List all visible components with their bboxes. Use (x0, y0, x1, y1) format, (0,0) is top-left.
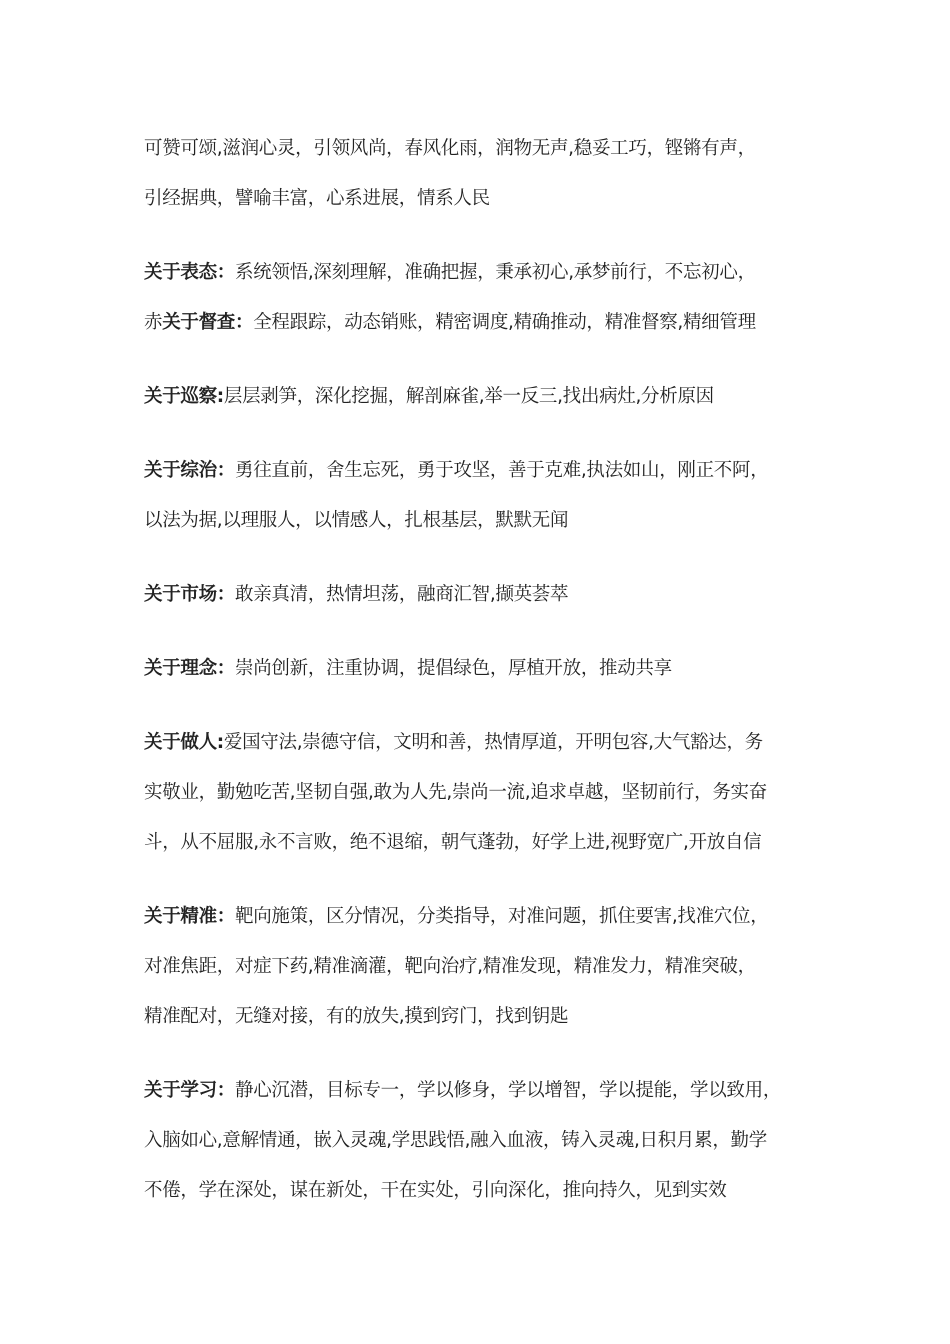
text-line (144, 446, 834, 496)
text-line (144, 818, 834, 868)
text-line (144, 496, 834, 546)
body-text: 斗，从不屈服,永不言败，绝不退缩，朝气蓬勃，好学上进,视野宽广,开放自信 (144, 832, 762, 853)
section-heading: 关于学习： (144, 1080, 236, 1101)
body-text: 靶向施策，区分情况，分类指导，对准问题，抓住要害,找准穴位， (235, 906, 769, 927)
document-page (144, 124, 834, 1240)
section-heading: 关于表态： (144, 262, 236, 283)
text-line (144, 372, 834, 422)
text-line (144, 1166, 834, 1216)
paragraph (144, 892, 834, 1042)
text-line (144, 942, 834, 992)
body-text: 精准配对，无缝对接，有的放失,摸到窍门，找到钥匙 (144, 1006, 569, 1027)
body-text: 全程跟踪，动态销账，精密调度,精确推动，精准督察,精细管理 (253, 312, 756, 333)
body-text: 赤 (144, 312, 163, 333)
paragraph (144, 372, 834, 422)
paragraph (144, 124, 834, 224)
section-heading: 关于理念： (144, 658, 236, 679)
body-text: 崇尚创新，注重协调，提倡绿色，厚植开放，推动共享 (235, 658, 672, 679)
body-text: 入脑如心,意解情通，嵌入灵魂,学思践悟,融入血液，铸入灵魂,日积月累，勤学 (144, 1130, 767, 1151)
text-line (144, 1066, 834, 1116)
body-text: 层层剥笋，深化挖掘，解剖麻雀,举一反三,找出病灶,分析原因 (223, 386, 714, 407)
text-line (144, 718, 834, 768)
section-heading: 关于市场： (144, 584, 236, 605)
paragraph (144, 446, 834, 546)
text-line (144, 248, 834, 298)
body-text: 实敬业，勤勉吃苦,坚韧自强,敢为人先,崇尚一流,追求卓越，坚韧前行，务实奋 (144, 782, 767, 803)
text-line (144, 570, 834, 620)
text-line (144, 174, 834, 224)
text-line (144, 124, 834, 174)
section-heading: 关于精准： (144, 906, 236, 927)
body-text: 引经据典，譬喻丰富，心系进展，情系人民 (144, 188, 490, 209)
body-text: 对准焦距，对症下药,精准滴灌，靶向治疗,精准发现，精准发力，精准突破， (144, 956, 756, 977)
text-line (144, 992, 834, 1042)
section-heading: 关于综治： (144, 460, 236, 481)
paragraph (144, 248, 834, 348)
body-text: 敢亲真清，热情坦荡，融商汇智,撷英荟萃 (235, 584, 569, 605)
body-text: 静心沉潜，目标专一，学以修身，学以增智，学以提能，学以致用， (235, 1080, 782, 1101)
body-text: 勇往直前，舍生忘死，勇于攻坚，善于克难,执法如山，刚正不阿， (235, 460, 769, 481)
text-line (144, 892, 834, 942)
paragraph (144, 1066, 834, 1216)
section-heading: 关于督查： (162, 312, 254, 333)
paragraph (144, 718, 834, 868)
text-line (144, 298, 834, 348)
section-heading: 关于巡察: (144, 386, 224, 407)
text-line (144, 1116, 834, 1166)
text-line (144, 644, 834, 694)
paragraph (144, 644, 834, 694)
body-text: 爱国守法,崇德守信，文明和善，热情厚道，开明包容,大气豁达，务 (223, 732, 763, 753)
text-line (144, 768, 834, 818)
body-text: 可赞可颂,滋润心灵，引领风尚，春风化雨，润物无声,稳妥工巧，铿锵有声， (144, 138, 756, 159)
paragraph (144, 570, 834, 620)
section-heading: 关于做人: (144, 732, 224, 753)
body-text: 以法为据,以理服人，以情感人，扎根基层，默默无闻 (144, 510, 569, 531)
body-text: 不倦，学在深处，谋在新处，干在实处，引向深化，推向持久，见到实效 (144, 1180, 727, 1201)
body-text: 系统领悟,深刻理解，准确把握，秉承初心,承梦前行，不忘初心， (235, 262, 756, 283)
